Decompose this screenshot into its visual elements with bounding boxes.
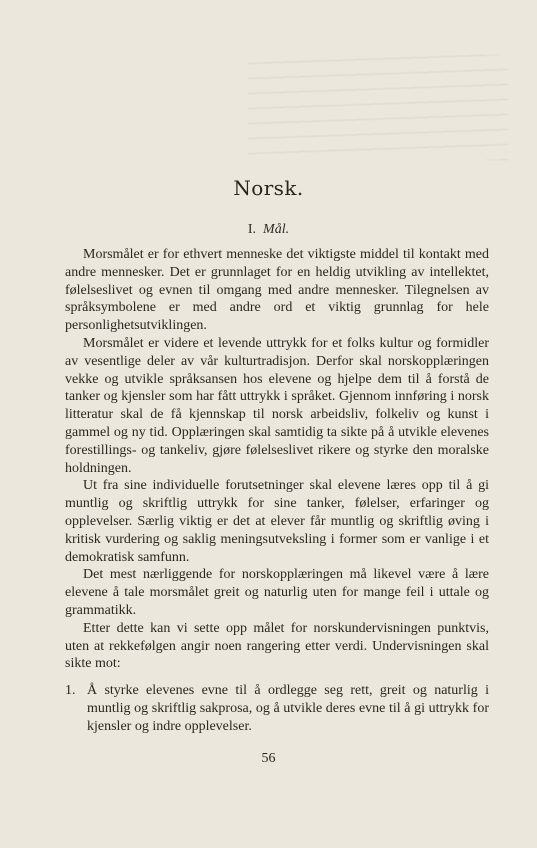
paragraph-1: Morsmålet er for ethvert menneske det viktigste middel til kontakt med andre mennesker. Det er grunnlaget for en heldig utvikling av intellektet, følelseslivet og evnen til omgang med andre mennesker. Tilegnelsen av språksymbolene er med andre ord et viktig grunnlag for hele personlighetsutviklingen. xyxy=(65,247,489,334)
paragraph-3: Ut fra sine individuelle forutsetninger skal elevene læres opp til å gi muntlig og skriftlig uttrykk for sine tanker, følelser, erfaringer og opplevelser. Særlig viktig er det at elever får muntlig og skriftlig øving i kritisk vurdering og saklig meningsutveksling i former som er vanlige i et demokratisk samfunn. xyxy=(65,478,489,565)
list-marker: 1. xyxy=(65,683,76,698)
page-title: Norsk. xyxy=(233,176,304,200)
section-title: Mål. xyxy=(263,222,290,237)
paragraph-4: Det mest nærliggende for norskopplæringen må likevel være å lære elevene å tale morsmålet greit og naturlig uten for mange feil i uttale og grammatikk. xyxy=(65,567,489,618)
show-through-text xyxy=(248,55,508,160)
section-heading xyxy=(0,222,537,238)
page-number: 56 xyxy=(261,751,276,766)
list-item-text: Å styrke elevenes evne til å ordlegge seg rett, greit og naturlig i muntlig og skriftlig sakprosa, og å utvikle deres evne til å gi uttrykk for kjensler og indre opplevelser. xyxy=(87,683,489,734)
paragraph-5: Etter dette kan vi sette opp målet for norskundervisningen punktvis, uten at rekkefølgen angir noen rangering etter verdi. Undervisningen skal sikte mot: xyxy=(65,620,489,672)
paragraph-2: Morsmålet er videre et levende uttrykk for et folks kultur og formidler av vesentlige deler av vår kulturtradisjon. Derfor skal norskopplæringen vekke og utvikle språksansen hos elevene og hjelpe dem til å forstå de tanker og kjensler som har fått uttrykk i språket. Gjennom innføring i norsk litteratur skal de få kjennskap til norsk arbeidsliv, folkeliv og kunst i gammel og ny tid. Opplæringen skal samtidig ta sikte på å utvikle elevenes forestillings- og tankeliv, gjøre følelseslivet rikere og styrke den moralske holdningen. xyxy=(65,335,489,476)
body-text xyxy=(65,246,489,673)
section-number: I. xyxy=(247,222,257,237)
list-item xyxy=(65,682,489,735)
